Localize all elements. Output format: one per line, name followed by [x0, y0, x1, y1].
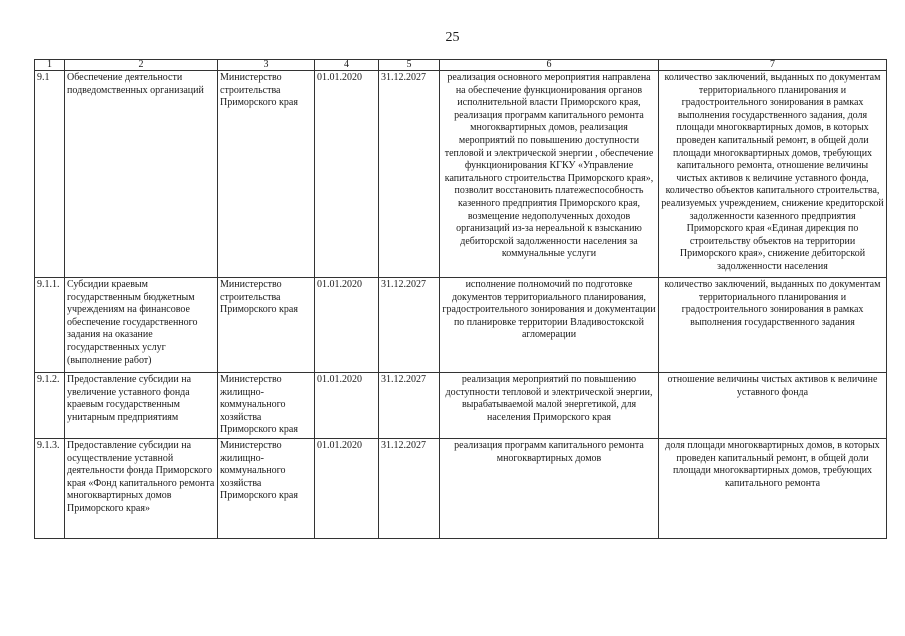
end-date: 31.12.2027 [379, 71, 440, 278]
row-number: 9.1.1. [35, 278, 65, 373]
expected-result: реализация мероприятий по повышению доступности тепловой и электрической энергии, вырабатываемой малой энергетикой, для населения Приморского края [440, 373, 659, 439]
activity-name: Предоставление субсидии на увеличение уставного фонда краевым государственным унитарным предприятиям [65, 373, 218, 439]
activity-name: Предоставление субсидии на осуществление уставной деятельности фонда Приморского края «Фонд капитального ремонта многоквартирных домов Приморского края» [65, 438, 218, 538]
activity-name: Субсидии краевым государственным бюджетным учреждениям на финансовое обеспечение государственного задания на оказание государственных услуг (выполнение работ) [65, 278, 218, 373]
table-header-row [35, 60, 887, 71]
indicator: доля площади многоквартирных домов, в которых проведен капитальный ремонт, в общей доли площади многоквартирных домов, требующих капитального ремонта [659, 438, 887, 538]
responsible-executor: Министерство жилищно-коммунального хозяйства Приморского края [218, 373, 315, 439]
responsible-executor: Министерство строительства Приморского края [218, 71, 315, 278]
end-date: 31.12.2027 [379, 278, 440, 373]
column-header: 4 [315, 60, 379, 71]
column-header: 3 [218, 60, 315, 71]
column-header: 2 [65, 60, 218, 71]
expected-result: исполнение полномочий по подготовке документов территориального планирования, градостроительного зонирования и документации по планировке территории Владивостокской агломерации [440, 278, 659, 373]
indicator: количество заключений, выданных по документам территориального планирования и градостроительного зонирования в рамках выполнения государственного задания [659, 278, 887, 373]
column-header: 5 [379, 60, 440, 71]
indicator: количество заключений, выданных по документам территориального планирования и градостроительного зонирования в рамках выполнения государственного задания, доля площади многоквартирных домов, в которых проведен капитальный ремонт, в общей доли площади многоквартирных домов, требующих капитального ремонта, отношение величины чистых активов к величине уставного фонда, количество объектов капитального строительства, реализуемых учреждением, снижение кредиторской задолженности казенного предприятия Приморского края «Единая дирекция по строительству объектов на территории Приморского края», снижение дебиторской задолженности населения [659, 71, 887, 278]
responsible-executor: Министерство жилищно-коммунального хозяйства Приморского края [218, 438, 315, 538]
program-activities-table [34, 59, 887, 539]
start-date: 01.01.2020 [315, 373, 379, 439]
responsible-executor: Министерство строительства Приморского края [218, 278, 315, 373]
start-date: 01.01.2020 [315, 278, 379, 373]
table-row [35, 278, 887, 373]
table-row [35, 71, 887, 278]
page-number: 25 [445, 30, 460, 45]
row-number: 9.1 [35, 71, 65, 278]
table-row [35, 438, 887, 538]
column-header: 1 [35, 60, 65, 71]
start-date: 01.01.2020 [315, 71, 379, 278]
expected-result: реализация программ капитального ремонта многоквартирных домов [440, 438, 659, 538]
end-date: 31.12.2027 [379, 373, 440, 439]
indicator: отношение величины чистых активов к величине уставного фонда [659, 373, 887, 439]
column-header: 6 [440, 60, 659, 71]
activity-name: Обеспечение деятельности подведомственных организаций [65, 71, 218, 278]
row-number: 9.1.2. [35, 373, 65, 439]
row-number: 9.1.3. [35, 438, 65, 538]
start-date: 01.01.2020 [315, 438, 379, 538]
table-row [35, 373, 887, 439]
end-date: 31.12.2027 [379, 438, 440, 538]
expected-result: реализация основного мероприятия направлена на обеспечение функционирования органов исполнительной власти Приморского края, реализация программ капитального ремонта многоквартирных домов, реализация мероприятий по повышению доступности тепловой и электрической энергии , обеспечение функционирования КГКУ «Управление капитального строительства Приморского края», позволит восстановить платежеспособность казенного предприятия Приморского края, возмещение недополученных доходов организаций из-за нереальной к взысканию дебиторской задолженности населения за коммунальные услуги [440, 71, 659, 278]
column-header: 7 [659, 60, 887, 71]
